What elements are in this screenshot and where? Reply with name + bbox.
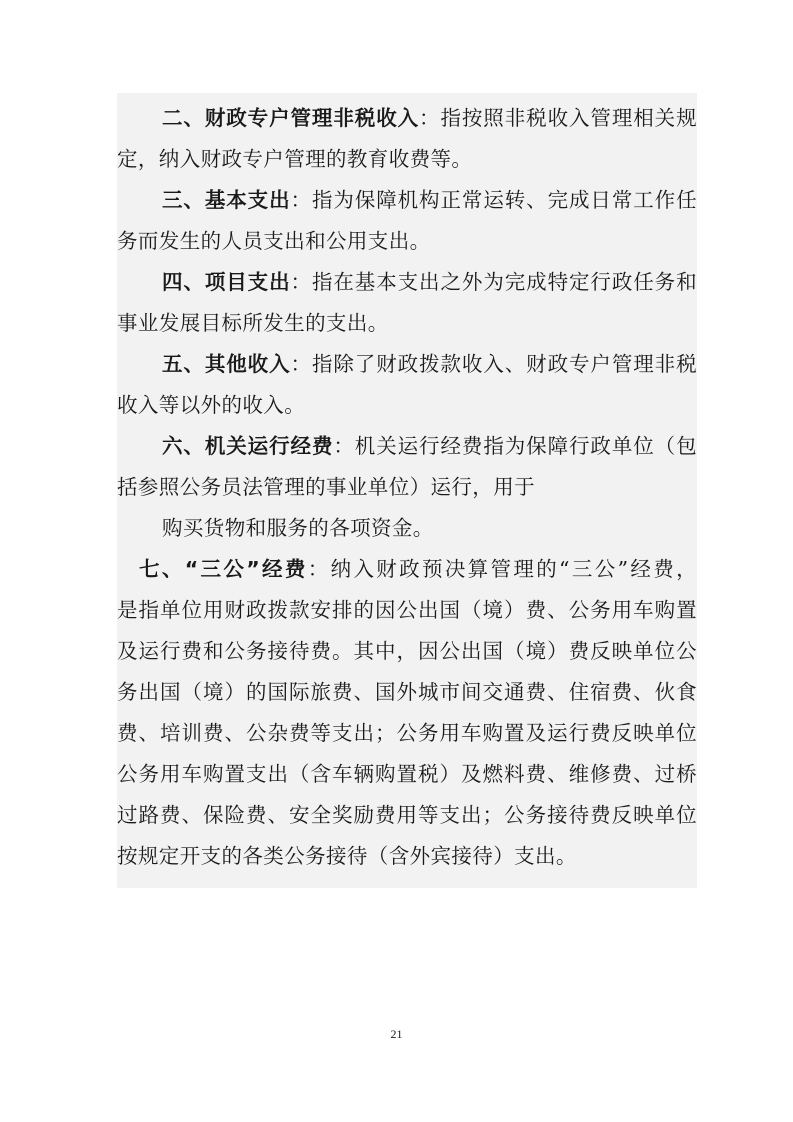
- definition-line: 务而发生的人员支出和公用支出。: [117, 229, 431, 253]
- definition-line: 二、财政专户管理非税收入：指按照非税收入管理相关规: [162, 106, 697, 130]
- definition-line: 务出国（境）的国际旅费、国外城市间交通费、住宿费、伙食: [117, 680, 697, 704]
- definition-line: 过路费、保险费、安全奖励费用等支出；公务接待费反映单位: [117, 803, 697, 827]
- definition-line: 三、基本支出：指为保障机构正常运转、完成日常工作任: [162, 188, 697, 212]
- text-block: [117, 93, 697, 888]
- definition-line: 费、培训费、公杂费等支出；公务用车购置及运行费反映单位: [117, 721, 697, 745]
- definition-line: 购买货物和服务的各项资金。: [162, 516, 434, 540]
- page-number: 21: [390, 1027, 403, 1041]
- definition-line: 四、项目支出：指在基本支出之外为完成特定行政任务和: [162, 270, 697, 294]
- definition-line: 收入等以外的收入。: [117, 393, 306, 417]
- definition-line: 括参照公务员法管理的事业单位）运行，用于: [117, 475, 535, 499]
- definition-line: 及运行费和公务接待费。其中，因公出国（境）费反映单位公: [117, 639, 697, 663]
- definition-line: 五、其他收入：指除了财政拨款收入、财政专户管理非税: [162, 352, 697, 376]
- definition-line: 定，纳入财政专户管理的教育收费等。: [117, 147, 473, 171]
- definition-line: 按规定开支的各类公务接待（含外宾接待）支出。: [117, 844, 577, 868]
- definition-line: 七、“三公”经费：纳入财政预决算管理的“三公”经费，: [139, 557, 698, 581]
- definition-term: 三、基本支出: [162, 188, 291, 212]
- definition-term: 二、财政专户管理非税收入: [162, 106, 420, 130]
- definition-line: 事业发展目标所发生的支出。: [117, 311, 389, 335]
- definition-term: 四、项目支出: [162, 270, 291, 294]
- definition-line: 公务用车购置支出（含车辆购置税）及燃料费、维修费、过桥: [117, 762, 697, 786]
- definition-line: 是指单位用财政拨款安排的因公出国（境）费、公务用车购置: [117, 598, 697, 622]
- definition-term: 七、“三公”经费: [139, 557, 308, 581]
- definition-term: 六、机关运行经费: [162, 434, 334, 458]
- definition-line: 六、机关运行经费：机关运行经费指为保障行政单位（包: [162, 434, 697, 458]
- definition-term: 五、其他收入: [162, 352, 291, 376]
